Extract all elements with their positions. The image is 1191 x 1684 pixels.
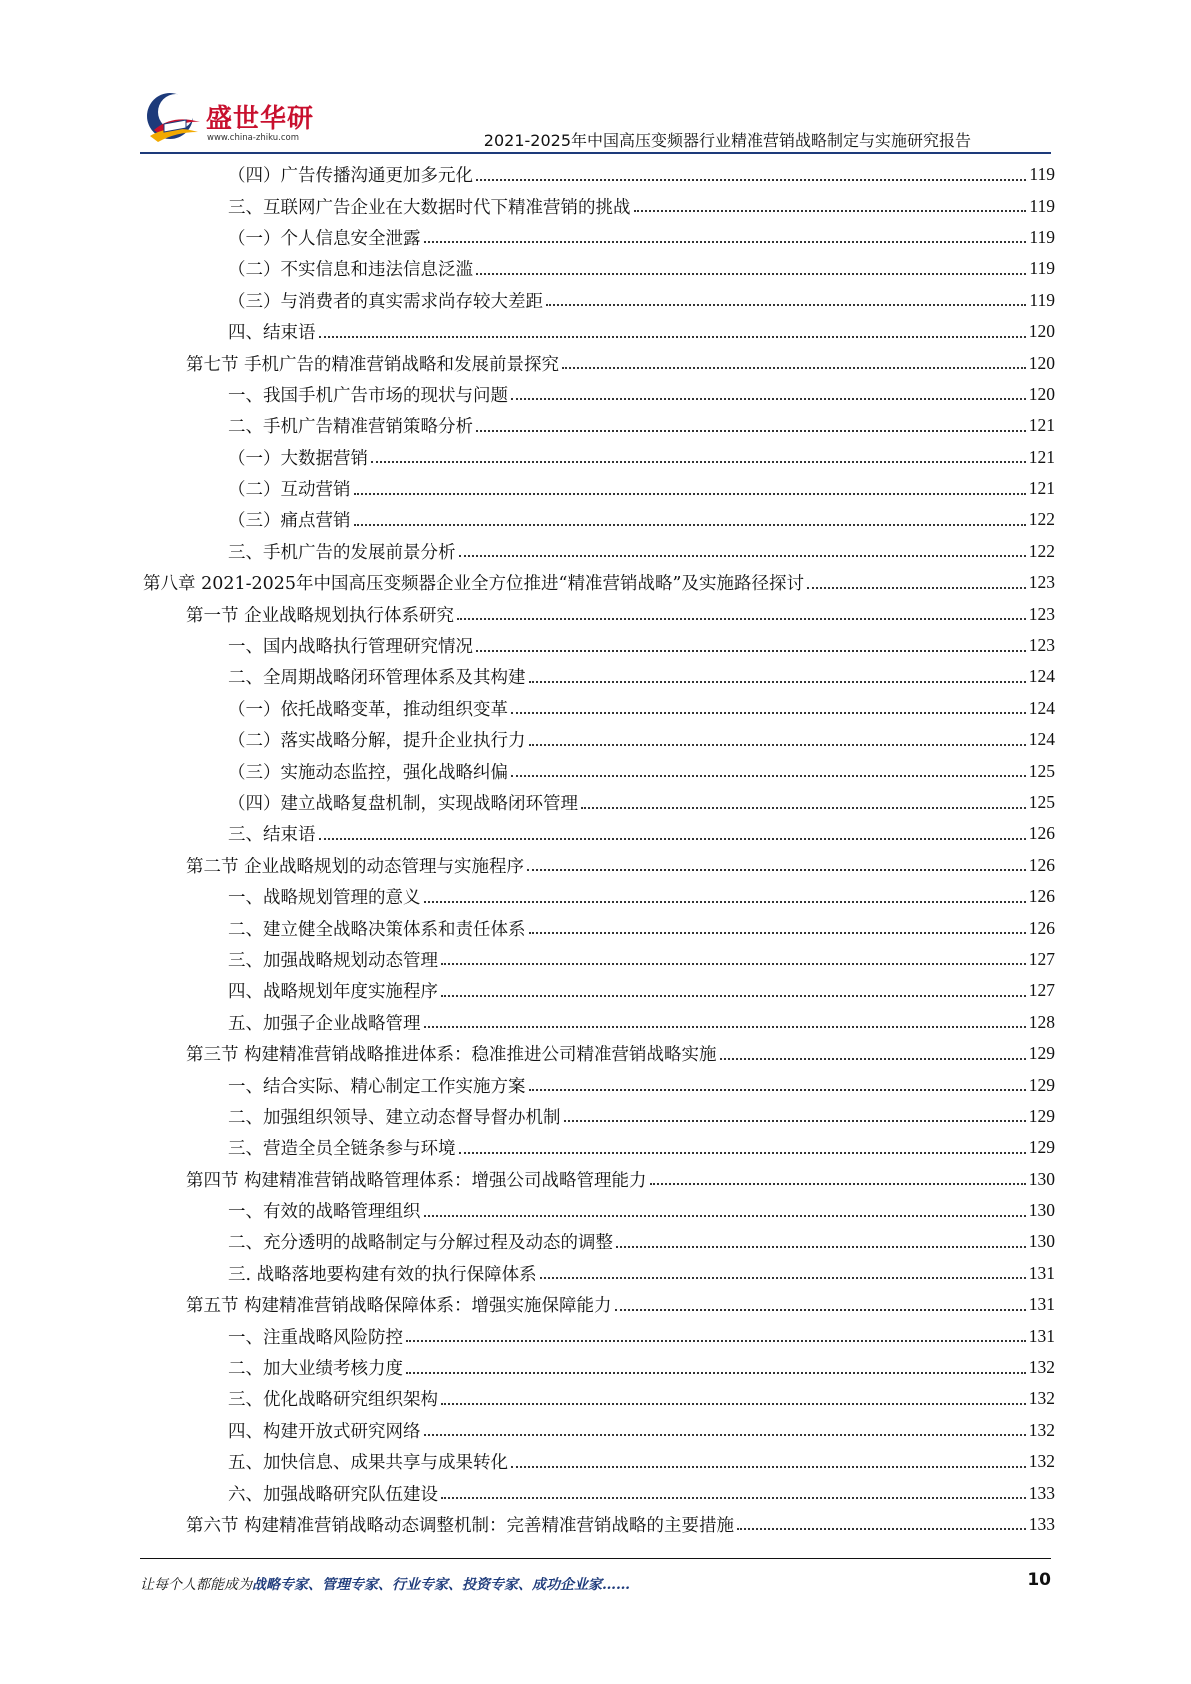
toc-entry[interactable] xyxy=(143,693,1055,724)
table-of-contents xyxy=(143,159,1055,1540)
toc-entry[interactable] xyxy=(143,755,1055,786)
toc-entry-page: 121 xyxy=(1028,446,1055,467)
toc-entry[interactable] xyxy=(143,1038,1055,1069)
toc-entry-title: （四）广告传播沟通更加多元化 xyxy=(228,166,473,187)
toc-entry-page: 126 xyxy=(1028,823,1055,844)
page-number: 10 xyxy=(1027,1570,1051,1590)
toc-entry-title: 三. 战略落地要构建有效的执行保障体系 xyxy=(228,1264,537,1285)
toc-dot-leader xyxy=(424,1026,1026,1028)
toc-entry-page: 125 xyxy=(1028,760,1055,781)
footer-slogan-prefix: 让每个人都能成为 xyxy=(140,1577,252,1593)
toc-entry-title: 一、国内战略执行管理研究情况 xyxy=(228,637,473,658)
toc-dot-leader xyxy=(441,1403,1026,1405)
toc-dot-leader xyxy=(615,1309,1026,1311)
toc-dot-leader xyxy=(406,1372,1026,1374)
toc-entry[interactable] xyxy=(143,850,1055,881)
toc-entry[interactable] xyxy=(143,222,1055,253)
toc-entry[interactable] xyxy=(143,1446,1055,1477)
toc-dot-leader xyxy=(616,1246,1026,1248)
toc-entry-title: 第三节 构建精准营销战略推进体系：稳准推进公司精准营销战略实施 xyxy=(186,1045,717,1066)
toc-entry-page: 131 xyxy=(1028,1294,1055,1315)
toc-entry[interactable] xyxy=(143,1101,1055,1132)
toc-entry-title: （一）依托战略变革，推动组织变革 xyxy=(228,699,508,720)
toc-entry-page: 132 xyxy=(1028,1419,1055,1440)
toc-dot-leader xyxy=(371,461,1026,463)
toc-entry-title: 三、结束语 xyxy=(228,825,316,846)
toc-entry[interactable] xyxy=(143,253,1055,284)
toc-entry[interactable] xyxy=(143,1164,1055,1195)
toc-dot-leader xyxy=(511,775,1026,777)
toc-entry-page: 127 xyxy=(1028,980,1055,1001)
toc-entry-page: 123 xyxy=(1028,572,1055,593)
toc-entry-title: 第一节 企业战略规划执行体系研究 xyxy=(186,605,455,626)
toc-entry-page: 131 xyxy=(1028,1262,1055,1283)
toc-entry[interactable] xyxy=(143,598,1055,629)
toc-dot-leader xyxy=(476,179,1026,181)
footer-slogan-highlight: 战略专家、管理专家、行业专家、投资专家、成功企业家…… xyxy=(252,1577,630,1593)
toc-entry[interactable] xyxy=(143,661,1055,692)
toc-entry-title: 二、加强组织领导、建立动态督导督办机制 xyxy=(228,1107,561,1128)
toc-dot-leader xyxy=(424,1215,1026,1217)
toc-entry-title: 二、建立健全战略决策体系和责任体系 xyxy=(228,919,526,940)
toc-entry[interactable] xyxy=(143,1509,1055,1540)
toc-entry-title: （二）落实战略分解，提升企业执行力 xyxy=(228,731,526,752)
toc-dot-leader xyxy=(511,1466,1026,1468)
toc-entry-title: 四、战略规划年度实施程序 xyxy=(228,982,438,1003)
toc-dot-leader xyxy=(406,1340,1026,1342)
toc-dot-leader xyxy=(459,1152,1026,1154)
toc-dot-leader xyxy=(424,241,1027,243)
toc-entry-page: 123 xyxy=(1028,603,1055,624)
toc-dot-leader xyxy=(441,963,1026,965)
toc-entry-page: 120 xyxy=(1028,352,1055,373)
toc-entry-title: 第八章 2021-2025年中国高压变频器企业全方位推进“精准营销战略”及实施路径探讨 xyxy=(143,574,804,595)
toc-entry[interactable] xyxy=(143,1258,1055,1289)
toc-entry-title: 五、加强子企业战略管理 xyxy=(228,1013,421,1034)
toc-entry[interactable] xyxy=(143,504,1055,535)
toc-entry[interactable] xyxy=(143,1132,1055,1163)
toc-entry-page: 124 xyxy=(1028,729,1055,750)
toc-entry[interactable] xyxy=(143,1289,1055,1320)
toc-dot-leader xyxy=(476,430,1026,432)
toc-entry-page: 119 xyxy=(1029,258,1055,279)
toc-entry-page: 126 xyxy=(1028,917,1055,938)
toc-dot-leader xyxy=(354,493,1026,495)
toc-entry-page: 132 xyxy=(1028,1388,1055,1409)
toc-entry-page: 121 xyxy=(1028,415,1055,436)
toc-dot-leader xyxy=(511,398,1026,400)
toc-entry[interactable] xyxy=(143,410,1055,441)
toc-entry[interactable] xyxy=(143,159,1055,190)
toc-entry-title: （二）不实信息和违法信息泛滥 xyxy=(228,260,473,281)
toc-entry-title: （一）大数据营销 xyxy=(228,448,368,469)
toc-entry-page: 126 xyxy=(1028,854,1055,875)
toc-entry-page: 130 xyxy=(1028,1200,1055,1221)
toc-entry-page: 123 xyxy=(1028,635,1055,656)
toc-dot-leader xyxy=(459,555,1026,557)
toc-entry-title: 四、构建开放式研究网络 xyxy=(228,1421,421,1442)
toc-entry-title: （三）实施动态监控，强化战略纠偏 xyxy=(228,762,508,783)
toc-entry[interactable] xyxy=(143,787,1055,818)
toc-entry-page: 125 xyxy=(1028,792,1055,812)
toc-dot-leader xyxy=(441,1497,1026,1499)
toc-entry-page: 129 xyxy=(1028,1137,1055,1158)
toc-entry[interactable] xyxy=(143,536,1055,567)
toc-dot-leader xyxy=(581,807,1026,809)
toc-entry[interactable] xyxy=(143,1320,1055,1351)
toc-dot-leader xyxy=(441,995,1026,997)
toc-entry-page: 129 xyxy=(1028,1105,1055,1126)
toc-entry-title: 二、充分透明的战略制定与分解过程及动态的调整 xyxy=(228,1233,613,1254)
toc-entry[interactable] xyxy=(143,473,1055,504)
toc-entry-page: 129 xyxy=(1028,1043,1055,1064)
toc-entry[interactable] xyxy=(143,818,1055,849)
toc-entry-page: 132 xyxy=(1028,1451,1055,1472)
toc-dot-leader xyxy=(737,1528,1026,1530)
toc-entry[interactable] xyxy=(143,630,1055,661)
toc-entry-title: （三）痛点营销 xyxy=(228,511,351,532)
toc-entry-title: 六、加强战略研究队伍建设 xyxy=(228,1484,438,1505)
toc-entry[interactable] xyxy=(143,567,1055,598)
toc-entry-page: 132 xyxy=(1028,1357,1055,1378)
toc-entry[interactable] xyxy=(143,1477,1055,1508)
toc-entry-page: 133 xyxy=(1028,1513,1055,1534)
toc-dot-leader xyxy=(476,273,1026,275)
toc-entry[interactable] xyxy=(143,975,1055,1006)
toc-entry-page: 133 xyxy=(1028,1482,1055,1503)
toc-entry-title: 三、加强战略规划动态管理 xyxy=(228,950,438,971)
toc-entry-title: 一、注重战略风险防控 xyxy=(228,1327,403,1348)
toc-dot-leader xyxy=(511,712,1026,714)
toc-entry[interactable] xyxy=(143,1226,1055,1257)
toc-entry[interactable] xyxy=(143,316,1055,347)
toc-entry[interactable] xyxy=(143,1415,1055,1446)
toc-entry-title: 三、手机广告的发展前景分析 xyxy=(228,542,456,563)
toc-dot-leader xyxy=(529,932,1026,934)
toc-entry-page: 128 xyxy=(1028,1011,1055,1032)
toc-dot-leader xyxy=(476,650,1026,652)
toc-entry-page: 130 xyxy=(1028,1168,1055,1189)
toc-entry-title: 二、全周期战略闭环管理体系及其构建 xyxy=(228,668,526,689)
footer-divider xyxy=(140,1558,1051,1559)
toc-dot-leader xyxy=(354,524,1026,526)
toc-entry-title: 第五节 构建精准营销战略保障体系：增强实施保障能力 xyxy=(186,1296,612,1317)
toc-entry-title: （四）建立战略复盘机制，实现战略闭环管理 xyxy=(228,794,578,814)
toc-dot-leader xyxy=(319,838,1026,840)
toc-entry[interactable] xyxy=(143,1007,1055,1038)
toc-entry-title: 二、加大业绩考核力度 xyxy=(228,1359,403,1380)
report-title: 2021-2025年中国高压变频器行业精准营销战略制定与实施研究报告 xyxy=(483,131,971,150)
toc-entry-page: 124 xyxy=(1028,697,1055,718)
toc-entry[interactable] xyxy=(143,1383,1055,1414)
toc-entry-title: 第六节 构建精准营销战略动态调整机制：完善精准营销战略的主要措施 xyxy=(186,1515,735,1536)
toc-dot-leader xyxy=(529,1089,1026,1091)
toc-entry-title: 第二节 企业战略规划的动态管理与实施程序 xyxy=(186,856,525,877)
toc-entry-title: 五、加快信息、成果共享与成果转化 xyxy=(228,1453,508,1474)
toc-entry-page: 122 xyxy=(1028,509,1055,530)
toc-entry[interactable] xyxy=(143,1195,1055,1226)
toc-entry-page: 120 xyxy=(1028,383,1055,404)
toc-entry[interactable] xyxy=(143,912,1055,943)
logo-name: 盛世华研 xyxy=(206,104,315,134)
toc-dot-leader xyxy=(564,1120,1026,1122)
toc-entry[interactable] xyxy=(143,1352,1055,1383)
toc-entry[interactable] xyxy=(143,442,1055,473)
toc-dot-leader xyxy=(527,869,1026,871)
toc-entry-page: 119 xyxy=(1029,164,1055,185)
toc-entry-page: 131 xyxy=(1028,1325,1055,1346)
toc-dot-leader xyxy=(807,587,1026,589)
logo-url: www.china-zhiku.com xyxy=(207,133,299,143)
toc-entry[interactable] xyxy=(143,190,1055,221)
toc-dot-leader xyxy=(540,1277,1026,1279)
toc-dot-leader xyxy=(424,1434,1026,1436)
toc-dot-leader xyxy=(650,1183,1026,1185)
toc-entry-page: 121 xyxy=(1028,478,1055,499)
toc-entry-page: 124 xyxy=(1028,666,1055,687)
toc-entry-title: （三）与消费者的真实需求尚存较大差距 xyxy=(228,291,543,312)
toc-entry-title: 一、我国手机广告市场的现状与问题 xyxy=(228,385,508,406)
toc-entry-page: 119 xyxy=(1029,226,1055,247)
toc-entry[interactable] xyxy=(143,944,1055,975)
toc-entry[interactable] xyxy=(143,379,1055,410)
toc-entry-title: 四、结束语 xyxy=(228,323,316,344)
toc-entry-title: 第七节 手机广告的精准营销战略和发展前景探究 xyxy=(186,354,560,375)
toc-entry[interactable] xyxy=(143,1069,1055,1100)
toc-entry-page: 130 xyxy=(1028,1231,1055,1252)
toc-entry-page: 129 xyxy=(1028,1074,1055,1095)
toc-dot-leader xyxy=(529,744,1026,746)
toc-dot-leader xyxy=(529,681,1026,683)
toc-dot-leader xyxy=(457,618,1026,620)
toc-dot-leader xyxy=(319,336,1026,338)
toc-entry-title: 三、营造全员全链条参与环境 xyxy=(228,1139,456,1160)
toc-entry-title: （一）个人信息安全泄露 xyxy=(228,228,421,249)
toc-entry-title: 第四节 构建精准营销战略管理体系：增强公司战略管理能力 xyxy=(186,1170,647,1191)
toc-entry-page: 122 xyxy=(1028,540,1055,561)
toc-entry-title: 一、有效的战略管理组织 xyxy=(228,1202,421,1223)
toc-entry-page: 126 xyxy=(1028,886,1055,907)
toc-entry[interactable] xyxy=(143,347,1055,378)
toc-entry-page: 120 xyxy=(1028,321,1055,342)
toc-entry[interactable] xyxy=(143,285,1055,316)
toc-entry[interactable] xyxy=(143,881,1055,912)
toc-entry-title: 三、互联网广告企业在大数据时代下精准营销的挑战 xyxy=(228,197,631,218)
toc-entry-title: 三、优化战略研究组织架构 xyxy=(228,1390,438,1411)
toc-dot-leader xyxy=(634,210,1027,212)
toc-entry-page: 127 xyxy=(1028,948,1055,969)
toc-entry-title: 一、结合实际、精心制定工作实施方案 xyxy=(228,1076,526,1097)
toc-entry-title: 二、手机广告精准营销策略分析 xyxy=(228,417,473,438)
toc-dot-leader xyxy=(424,901,1026,903)
toc-dot-leader xyxy=(546,304,1026,306)
toc-dot-leader xyxy=(720,1058,1026,1060)
toc-entry-page: 119 xyxy=(1029,289,1055,310)
toc-entry[interactable] xyxy=(143,724,1055,755)
footer-slogan xyxy=(140,1574,630,1594)
toc-entry-title: 一、战略规划管理的意义 xyxy=(228,888,421,909)
toc-entry-page: 119 xyxy=(1029,195,1055,216)
header-divider xyxy=(140,152,1051,154)
toc-dot-leader xyxy=(562,367,1026,369)
toc-entry-title: （二）互动营销 xyxy=(228,480,351,501)
